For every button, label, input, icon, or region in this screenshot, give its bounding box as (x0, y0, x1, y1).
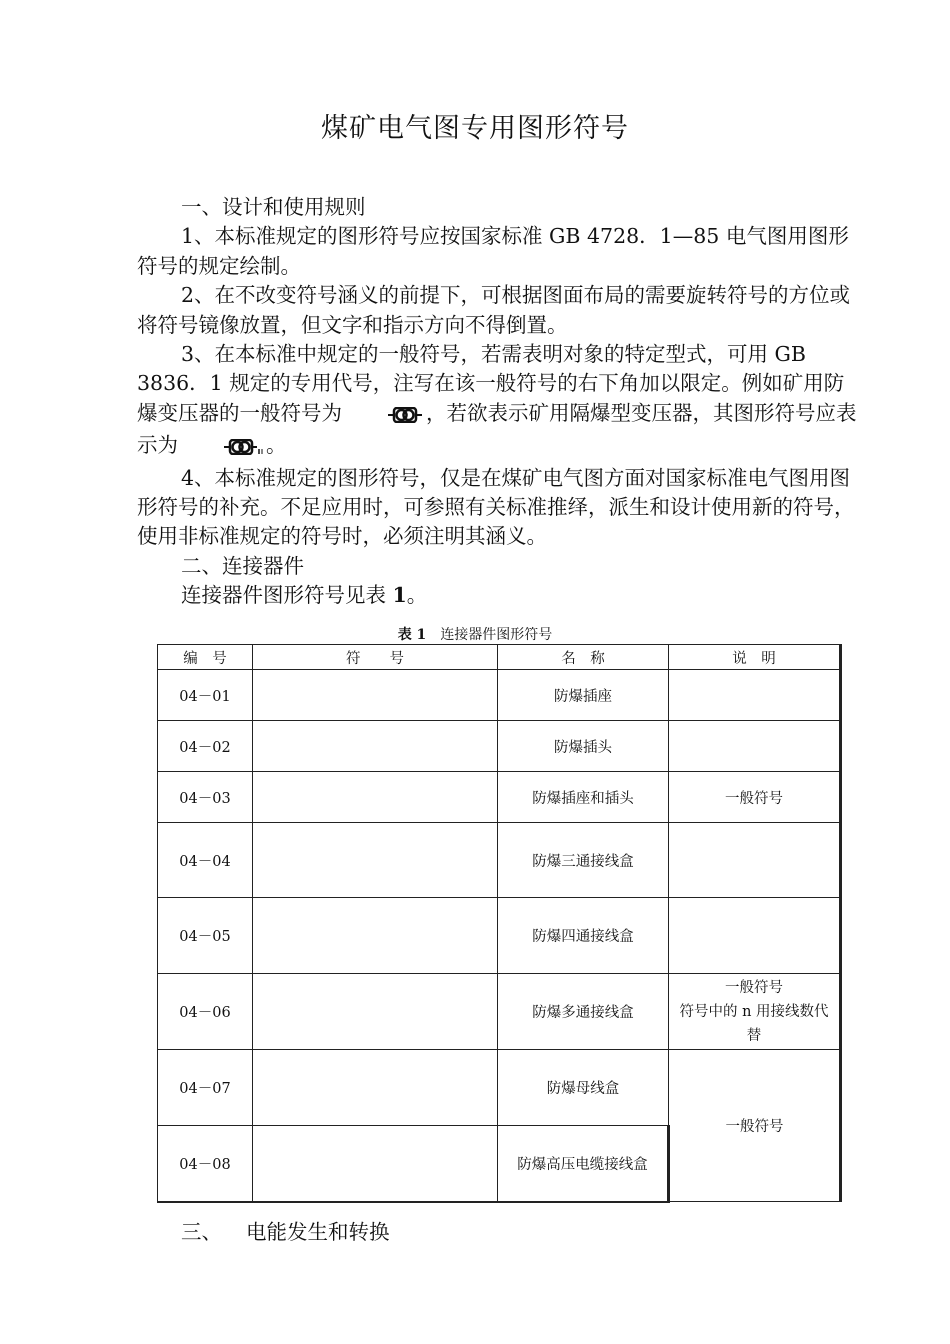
table-row (158, 1050, 841, 1126)
row-name: 防爆四通接线盒 (498, 898, 669, 974)
table-row (158, 974, 841, 1050)
row-code: 04－01 (158, 670, 253, 721)
table-row (158, 721, 841, 772)
table-row (158, 898, 841, 974)
rule-4: 4、本标准规定的图形符号，仅是在煤矿电气图方面对国家标准电气图用图形符号的补充。不足应用时，可参照有关标准推绎，派生和设计使用新的符号，使用非标准规定的符号时，必须注明其涵义。 (137, 465, 855, 549)
transformer-symbol-icon (344, 402, 424, 431)
section-2-intro-text: 连接器件图形符号见表 (181, 583, 386, 608)
row-symbol (253, 772, 498, 823)
row-symbol (253, 898, 498, 974)
section-3-title: 电能发生和转换 (246, 1220, 390, 1244)
row-note-merged: 一般符号 (669, 1050, 841, 1202)
rule-2: 2、在不改变符号涵义的前提下，可根据图面布局的需要旋转符号的方位或将符号镜像放置，但文字和指示方向不得倒置。 (137, 283, 851, 337)
table-caption-text: 连接器件图形符号 (440, 627, 553, 643)
row-code: 04－07 (158, 1050, 253, 1126)
row-name: 防爆多通接线盒 (498, 974, 669, 1050)
table-ref-number: 1 (392, 583, 407, 608)
section-2-intro (137, 581, 861, 610)
row-code: 04－05 (158, 898, 253, 974)
section-2-intro-end: 。 (406, 583, 428, 608)
row-symbol (253, 670, 498, 721)
section-2-heading: 二、连接器件 (181, 553, 304, 578)
row-code: 04－06 (158, 974, 253, 1050)
row-symbol (253, 974, 498, 1050)
header-code: 编 号 (158, 645, 253, 670)
rule-3-text-a: 3、在本标准中规定的一般符号，若需表明对象的特定型式，可用 GB 3836．1 规定的专用代号，注写在该一般符号的右下角加以限定。例如矿用防爆变压器的一般符号为 (137, 342, 845, 425)
rule-3-text-c: 。 (266, 433, 287, 458)
rule-1: 1、本标准规定的图形符号应按国家标准 GB 4728．1—85 电气图用图形符号的规定绘制。 (137, 224, 849, 278)
rule-3-text-b: ，若欲表示矿用隔爆型变压器，其图形符号应表示为 (137, 400, 857, 458)
flameproof-transformer-symbol-icon (180, 434, 264, 463)
row-name: 防爆插头 (498, 721, 669, 772)
row-name: 防爆母线盒 (498, 1050, 669, 1126)
header-note: 说 明 (669, 645, 841, 670)
table-row (158, 670, 841, 721)
rule-3 (137, 340, 861, 464)
page-title: 煤矿电气图专用图形符号 (321, 113, 629, 144)
section-3-heading (181, 1215, 390, 1245)
table-header-row (158, 645, 841, 670)
header-symbol: 符 号 (253, 645, 498, 670)
table-row (158, 772, 841, 823)
row-name: 防爆高压电缆接线盒 (498, 1126, 669, 1202)
section-1-heading: 一、设计和使用规则 (181, 195, 366, 219)
table-row (158, 823, 841, 898)
table-caption (0, 624, 950, 644)
row-note (669, 823, 841, 898)
row-name: 防爆三通接线盒 (498, 823, 669, 898)
row-symbol (253, 1050, 498, 1126)
row-code: 04－02 (158, 721, 253, 772)
header-name: 名 称 (498, 645, 669, 670)
table-caption-label: 表 1 (397, 627, 427, 643)
document-body (137, 193, 861, 611)
row-symbol (253, 1126, 498, 1202)
connector-symbols-table (157, 644, 842, 1203)
row-note (669, 670, 841, 721)
section-3-number: 三、 (181, 1220, 222, 1244)
row-code: 04－08 (158, 1126, 253, 1202)
row-note: 一般符号 (669, 772, 841, 823)
row-note: 一般符号 符号中的 n 用接线数代替 (669, 974, 841, 1050)
row-note (669, 898, 841, 974)
row-note (669, 721, 841, 772)
row-name: 防爆插座 (498, 670, 669, 721)
row-symbol (253, 721, 498, 772)
row-symbol (253, 823, 498, 898)
row-name: 防爆插座和插头 (498, 772, 669, 823)
row-code: 04－04 (158, 823, 253, 898)
row-code: 04－03 (158, 772, 253, 823)
